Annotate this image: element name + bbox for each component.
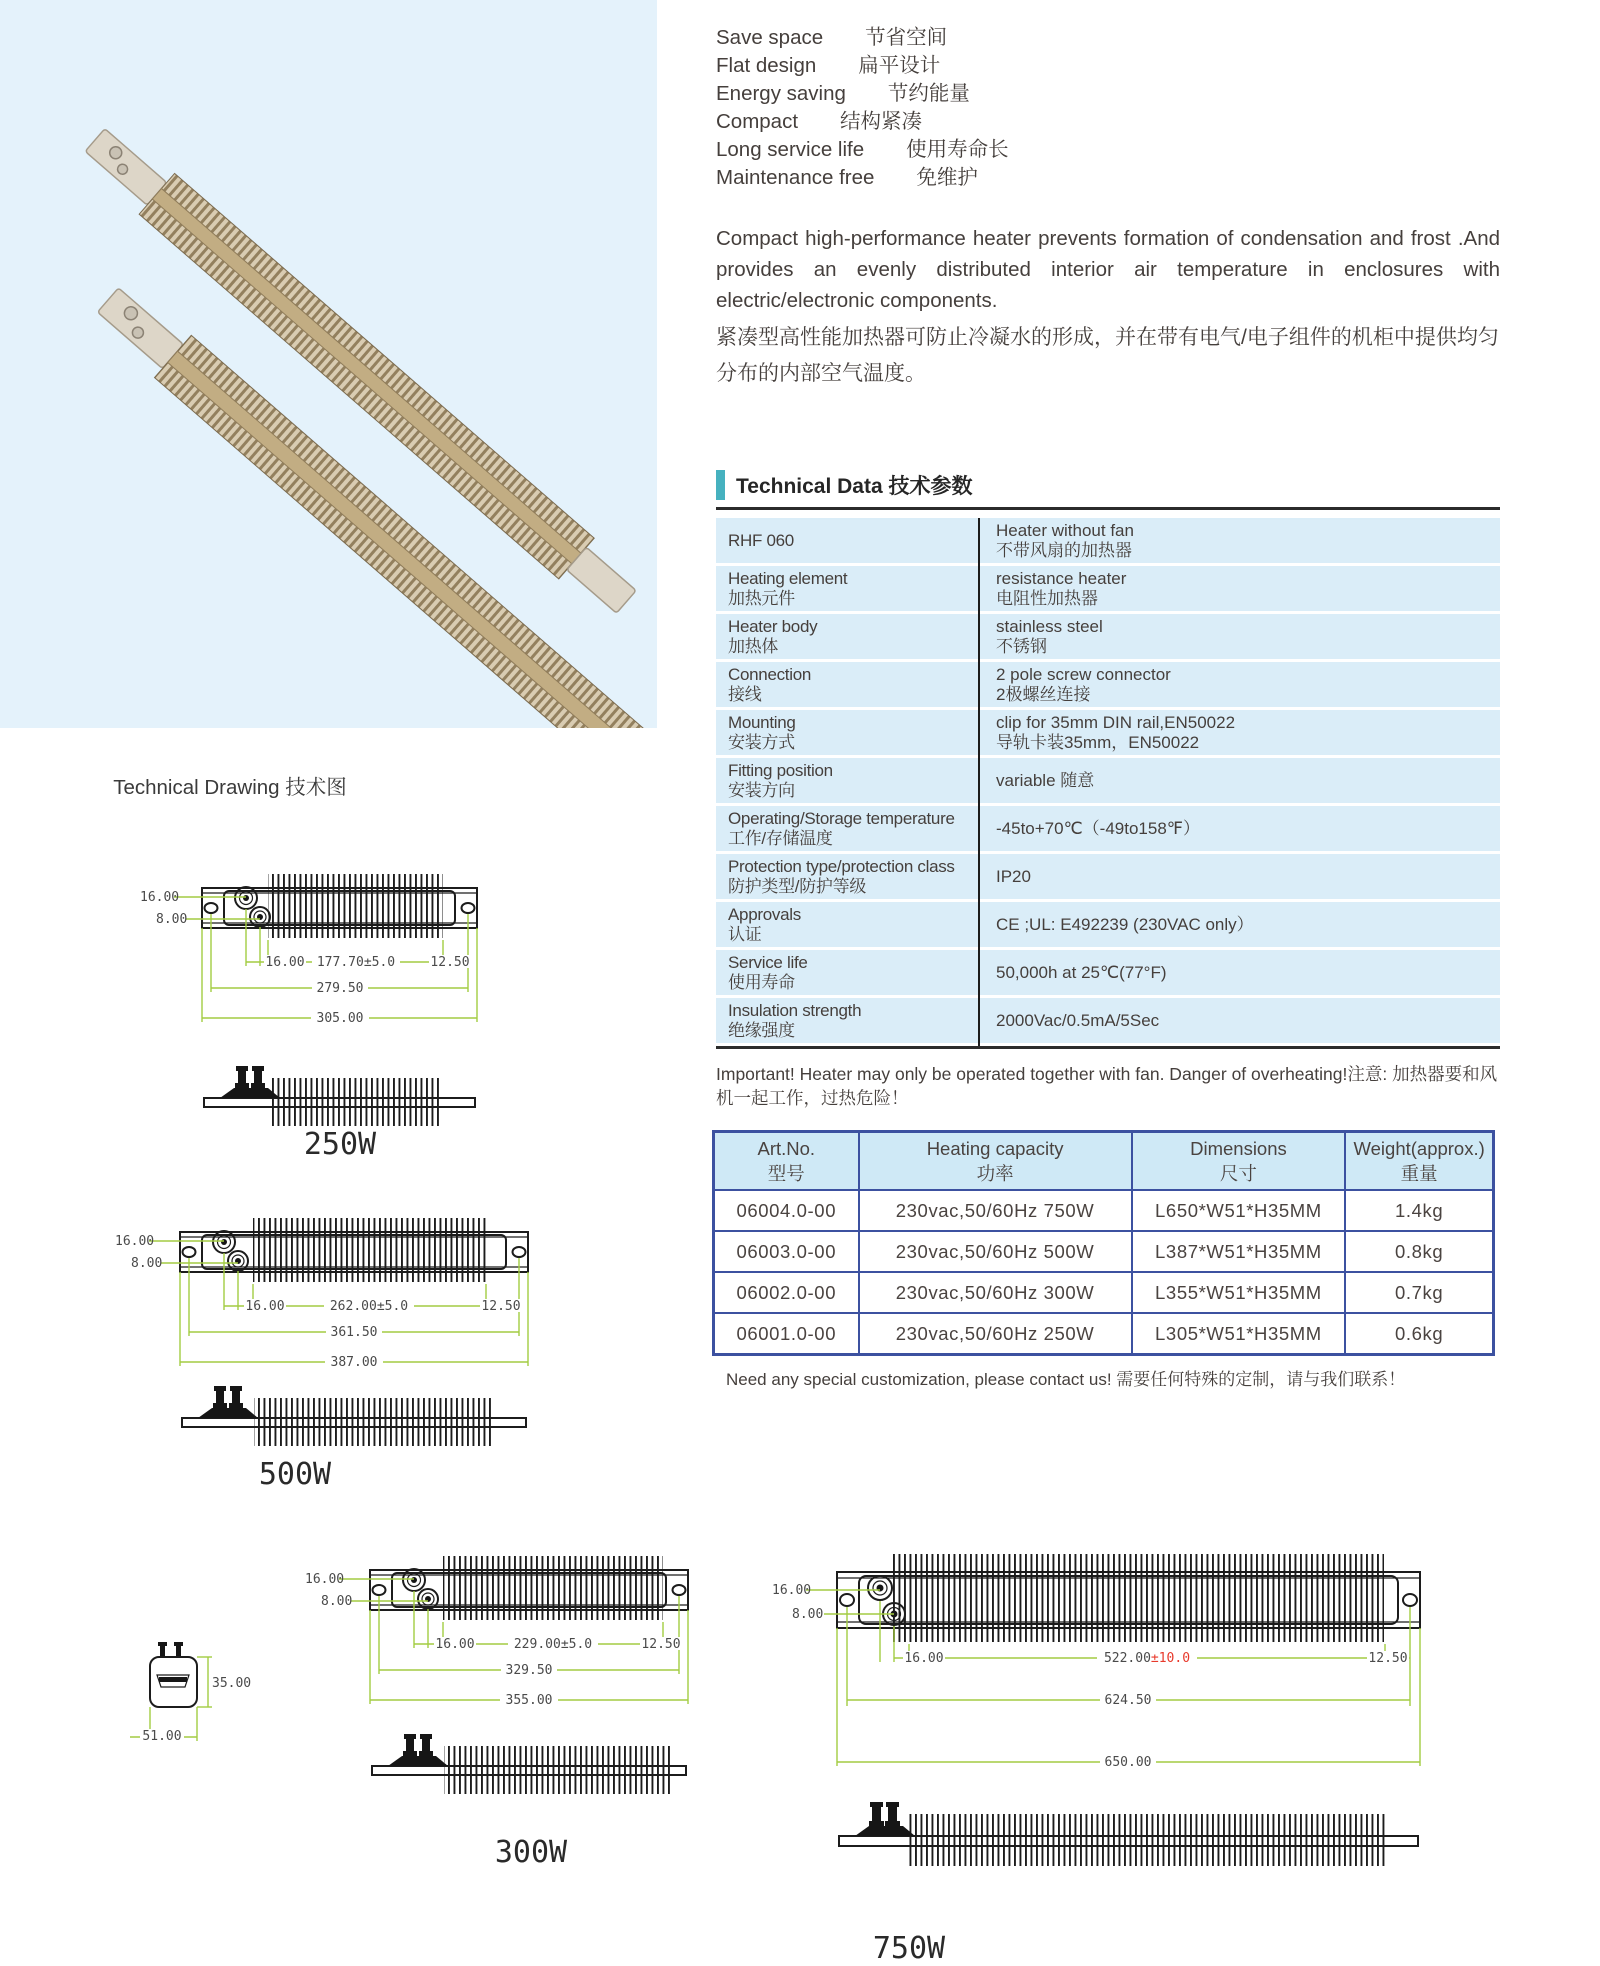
feature-en: Flat design xyxy=(716,54,817,77)
feature-line xyxy=(716,108,1500,136)
dim-label: 650.00 xyxy=(1104,1755,1152,1770)
feature-en: Compact xyxy=(716,110,799,133)
feature-line xyxy=(716,136,1500,164)
drawing-label-500w: 500W xyxy=(258,1457,332,1492)
table-row: Approvals 认证 CE ;UL: E492239 (230VAC only） xyxy=(716,902,1500,947)
drawing-label-300w: 300W xyxy=(494,1835,568,1870)
dim-label: 8.00 xyxy=(131,1256,163,1271)
table-row: RHF 060 Heater without fan 不带风扇的加热器 xyxy=(716,518,1500,563)
feature-en: Long service life xyxy=(716,138,865,161)
feature-en: Save space xyxy=(716,26,824,49)
art-no: 06002.0-00 xyxy=(714,1272,859,1313)
table-row: Heater body 加热体 stainless steel 不锈钢 xyxy=(716,614,1500,659)
dim-label: 51.00 xyxy=(142,1729,182,1744)
feature-cn: 节省空间 xyxy=(865,26,948,49)
dim-label: 12.50 xyxy=(481,1299,521,1314)
table-row: Protection type/protection class 防护类型/防护等级 IP20 xyxy=(716,854,1500,899)
contact-note: Need any special customization, please contact us! 需要任何特殊的定制，请与我们联系！ xyxy=(726,1370,1406,1389)
drawing-label-250w: 250W xyxy=(303,1127,377,1162)
dim-label: 361.50 xyxy=(330,1325,378,1340)
dim-label: 355.00 xyxy=(505,1693,553,1708)
dim-label: 12.50 xyxy=(1368,1651,1408,1666)
technical-drawing-300w xyxy=(305,1548,715,1878)
table-row: Mounting 安装方式 clip for 35mm DIN rail,EN50022 导轨卡装35mm，EN50022 xyxy=(716,710,1500,755)
dim-label: 16.00 xyxy=(305,1572,345,1587)
dim-label: 262.00±5.0 xyxy=(329,1299,409,1314)
feature-cn: 免维护 xyxy=(916,166,978,189)
technical-data-header xyxy=(716,470,1500,510)
technical-drawing-title: Technical Drawing 技术图 xyxy=(113,776,347,799)
technical-drawing-cross-section xyxy=(100,1625,260,1765)
table-row: Insulation strength 绝缘强度 2000Vac/0.5mA/5Sec xyxy=(716,998,1500,1043)
weight: 1.4kg xyxy=(1345,1190,1493,1231)
feature-en: Maintenance free xyxy=(716,166,875,189)
dim-label: 279.50 xyxy=(316,981,364,996)
table-row: Service life 使用寿命 50,000h at 25℃(77°F) xyxy=(716,950,1500,995)
heating-capacity: 230vac,50/60Hz 250W xyxy=(859,1313,1132,1355)
dim-label: 12.50 xyxy=(430,955,470,970)
feature-en: Energy saving xyxy=(716,82,846,105)
technical-data-table xyxy=(716,518,1500,1049)
heating-capacity: 230vac,50/60Hz 500W xyxy=(859,1231,1132,1272)
table-row: Fitting position 安装方向 variable 随意 xyxy=(716,758,1500,803)
weight: 0.7kg xyxy=(1345,1272,1493,1313)
table-row: Heating element 加热元件 resistance heater 电阻性加热器 xyxy=(716,566,1500,611)
dim-label: 16.00 xyxy=(904,1651,944,1666)
art-no: 06001.0-00 xyxy=(714,1313,859,1355)
dim-label: 16.00 xyxy=(140,890,180,905)
content-column xyxy=(716,0,1500,1390)
product-description xyxy=(716,223,1500,392)
dim-label: 624.50 xyxy=(1104,1693,1152,1708)
table-row: Connection 接线 2 pole screw connector 2极螺丝连接 xyxy=(716,662,1500,707)
feature-line xyxy=(716,164,1500,192)
technical-drawing-250w xyxy=(140,858,500,1168)
important-note: Important! Heater may only be operated together with fan. Danger of overheating!注意: 加热器要和风机一起工作，过热危险！ xyxy=(716,1064,1498,1108)
heating-capacity: 230vac,50/60Hz 750W xyxy=(859,1190,1132,1231)
dimensions: L650*W51*H35MM xyxy=(1132,1190,1346,1231)
dim-label: 329.50 xyxy=(505,1663,553,1678)
dim-label: 8.00 xyxy=(792,1607,824,1622)
drawing-label-750w: 750W xyxy=(872,1931,946,1966)
feature-cn: 结构紧凑 xyxy=(840,110,923,133)
order-table-row xyxy=(714,1190,1494,1231)
heating-capacity: 230vac,50/60Hz 300W xyxy=(859,1272,1132,1313)
dimensions: L387*W51*H35MM xyxy=(1132,1231,1346,1272)
technical-drawing-750w xyxy=(772,1548,1432,1966)
feature-cn: 扁平设计 xyxy=(858,54,941,77)
dimensions: L305*W51*H35MM xyxy=(1132,1313,1346,1355)
technical-drawing-500w xyxy=(115,1192,545,1512)
order-table-row xyxy=(714,1313,1494,1355)
dim-label: 16.00 xyxy=(772,1583,812,1598)
dimensions: L355*W51*H35MM xyxy=(1132,1272,1346,1313)
feature-cn: 使用寿命长 xyxy=(906,138,1009,161)
feature-line xyxy=(716,24,1500,52)
product-photo-panel xyxy=(0,0,657,728)
dim-label: 229.00±5.0 xyxy=(513,1637,593,1652)
feature-line xyxy=(716,52,1500,80)
accent-bar xyxy=(716,470,725,500)
art-no: 06004.0-00 xyxy=(714,1190,859,1231)
order-table-header-row: Art.No. 型号 Heating capacity 功率 Dimensions 尺寸 Weight(approx.) 重量 xyxy=(714,1132,1494,1191)
order-table-row xyxy=(714,1272,1494,1313)
technical-data-title: Technical Data 技术参数 xyxy=(736,475,973,498)
dim-label: 35.00 xyxy=(212,1676,252,1691)
dim-label: 8.00 xyxy=(156,912,188,927)
table-divider xyxy=(978,518,980,1046)
dim-label: 16.00 xyxy=(435,1637,475,1652)
product-photo xyxy=(0,0,657,728)
dim-label: 177.70±5.0 xyxy=(316,955,396,970)
dim-label: 8.00 xyxy=(321,1594,353,1609)
order-table xyxy=(712,1130,1495,1356)
feature-cn: 节约能量 xyxy=(887,82,970,105)
dim-label: 16.00 xyxy=(245,1299,285,1314)
description-en: Compact high-performance heater prevents formation of condensation and frost .And provides an evenly distributed interior air temperature in enclosures with electric/electronic components. xyxy=(716,227,1500,312)
order-table-row xyxy=(714,1231,1494,1272)
weight: 0.6kg xyxy=(1345,1313,1493,1355)
dim-label: 12.50 xyxy=(641,1637,681,1652)
description-cn: 紧凑型高性能加热器可防止冷凝水的形成，并在带有电气/电子组件的机柜中提供均匀分布的内部空气温度。 xyxy=(716,326,1499,385)
feature-line xyxy=(716,80,1500,108)
dim-label: 305.00 xyxy=(316,1011,364,1026)
dim-label: 16.00 xyxy=(265,955,305,970)
table-row: Operating/Storage temperature 工作/存储温度 -45to+70℃（-49to158℉） xyxy=(716,806,1500,851)
dim-label: 522.00±10.0 xyxy=(1103,1651,1191,1666)
feature-list xyxy=(716,0,1500,192)
weight: 0.8kg xyxy=(1345,1231,1493,1272)
dim-label: 16.00 xyxy=(115,1234,155,1249)
dim-label: 387.00 xyxy=(330,1355,378,1370)
art-no: 06003.0-00 xyxy=(714,1231,859,1272)
